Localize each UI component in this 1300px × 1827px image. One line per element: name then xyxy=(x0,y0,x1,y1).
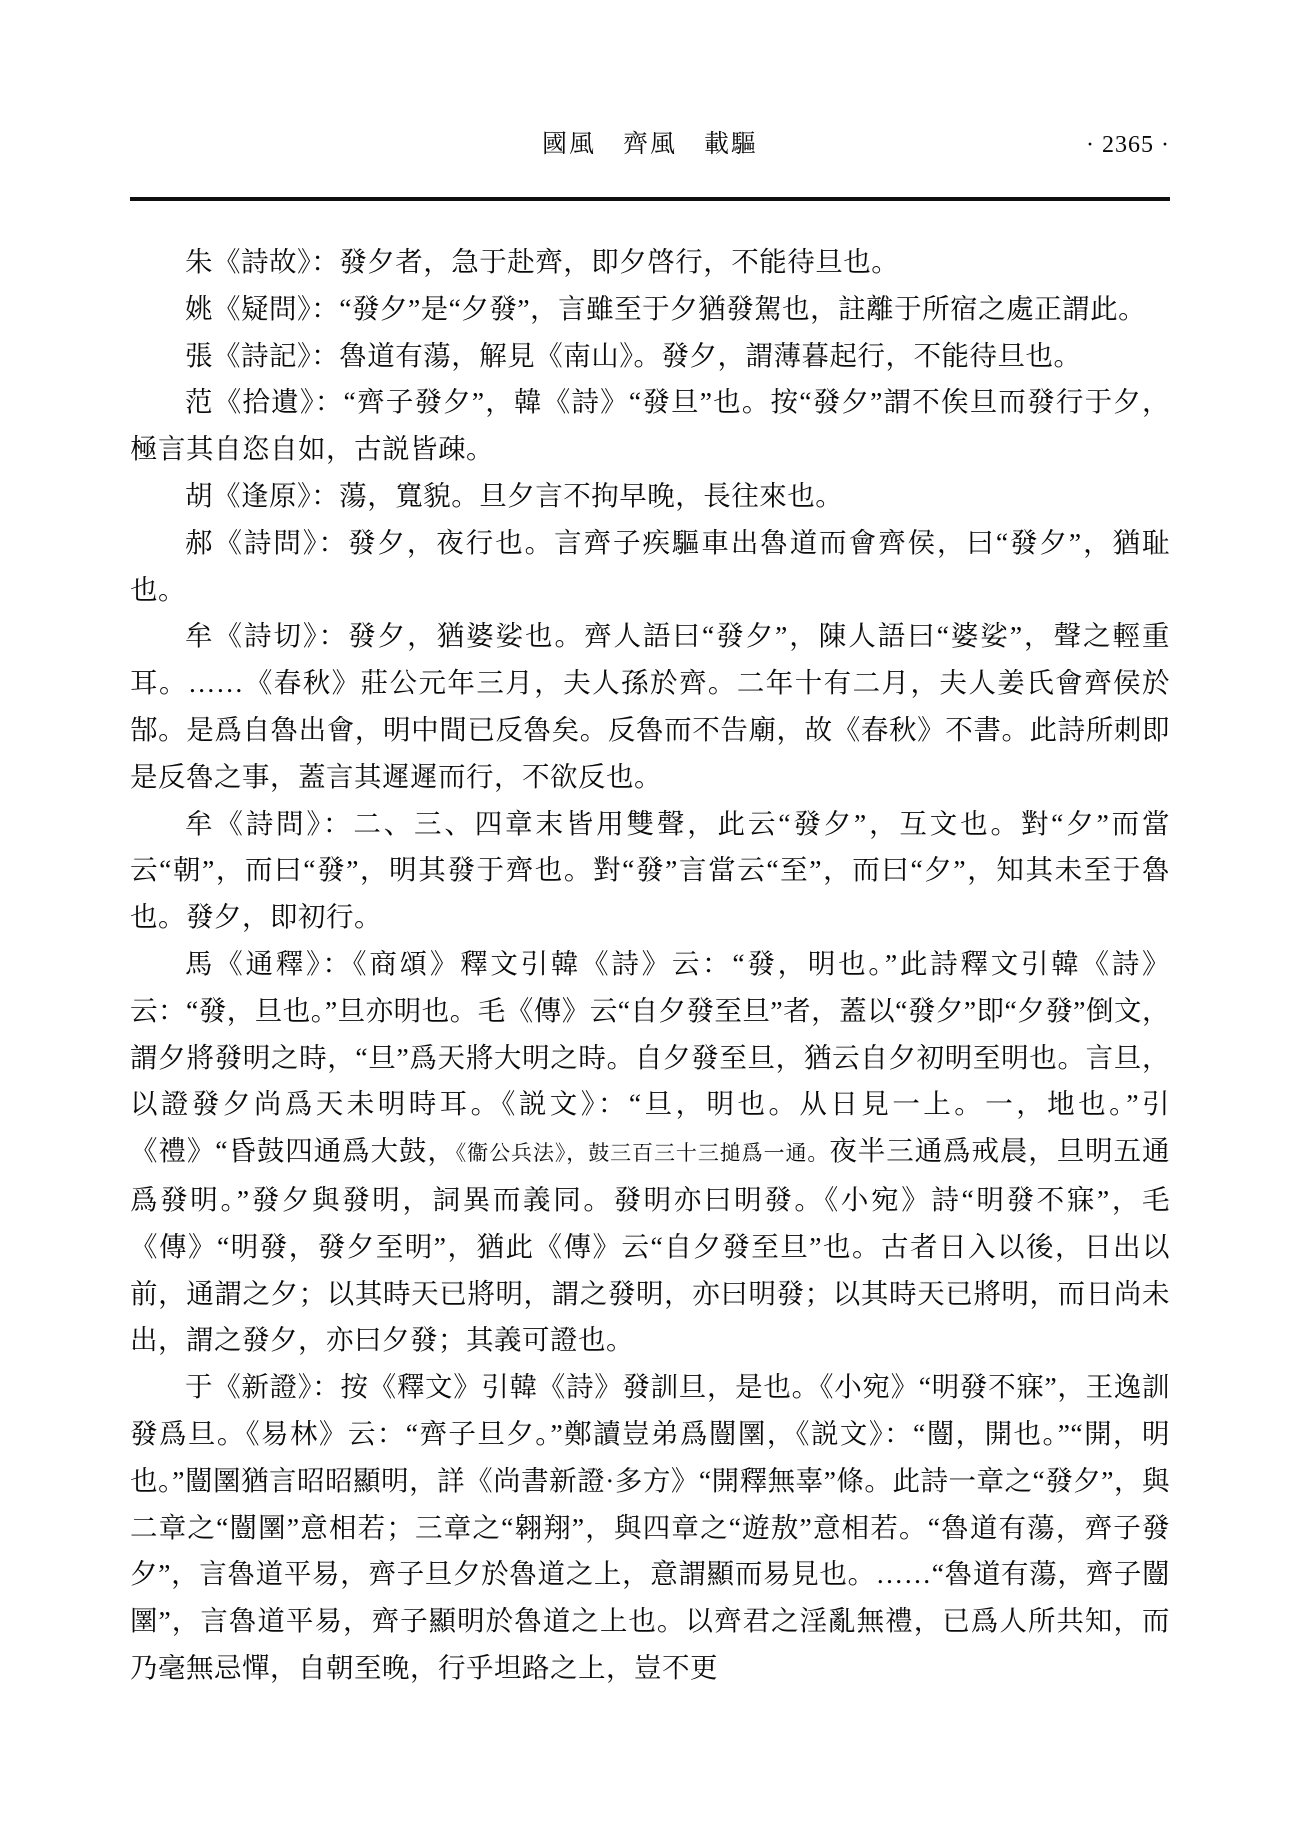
paragraph-ma-tongshi-main-2: 夜半三通爲戒晨，旦明五通爲發明。”發夕與發明，詞異而義同。發明亦曰明發。《小宛》詩“明發不寐”，毛《傳》“明發，發夕至明”，猶此《傳》云“自夕發至旦”也。古者日入以後，日出以前，通謂之夕；以其時天已將明，謂之發明，亦曰明發；以其時天已將明，而日尚未出，謂之發夕，亦曰夕發；其義可證也。 xyxy=(130,1135,1170,1356)
paragraph-yu-xinzheng: 于《新證》：按《釋文》引韓《詩》發訓旦，是也。《小宛》“明發不寐”，王逸訓發爲旦。《易林》云：“齊子旦夕。”鄭讀豈弟爲闓圛，《説文》：“闓，開也。”“開，明也。”闓圛猶言昭昭顯明，詳《尚書新證·多方》“開釋無辜”條。此詩一章之“發夕”，與二章之“闓圛”意相若；三章之“翱翔”，與四章之“遊敖”意相若。“魯道有蕩，齊子發夕”，言魯道平易，齊子旦夕於魯道之上，意謂顯而易見也。……“魯道有蕩，齊子闓圛”，言魯道平易，齊子顯明於魯道之上也。以齊君之淫亂無禮，已爲人所共知，而乃毫無忌憚，自朝至晚，行乎坦路之上，豈不更 xyxy=(130,1371,1170,1683)
paragraph-zhu-shigu: 朱《詩故》：發夕者，急于赴齊，即夕啓行，不能待旦也。 xyxy=(185,246,900,277)
paragraph-ma-tongshi xyxy=(130,941,1170,1364)
section-title: 國風 齊風 載驅 xyxy=(541,131,758,158)
paragraph-ma-tongshi-main-1: 馬《通釋》：《商頌》釋文引韓《詩》云：“發，明也。”此詩釋文引韓《詩》云：“發，旦也。”旦亦明也。毛《傳》云“自夕發至旦”者，蓋以“發夕”即“夕發”倒文，謂夕將發明之時，“旦”爲天將大明之時。自夕發至旦，猶云自夕初明至明也。言旦，以證發夕尚爲天未明時耳。《説文》：“旦，明也。从日見一上。一，地也。”引《禮》“昏鼓四通爲大鼓， xyxy=(130,947,1170,1167)
paragraph-mou-shiqie: 牟《詩切》：發夕，猶婆娑也。齊人語曰“發夕”，陳人語曰“婆娑”，聲之輕重耳。……《春秋》莊公元年三月，夫人孫於齊。二年十有二月，夫人姜氏會齊侯於郜。是爲自魯出會，明中間已反魯矣。反魯而不告廟，故《春秋》不書。此詩所刺即是反魯之事，蓋言其遲遲而行，不欲反也。 xyxy=(130,620,1170,792)
inline-annotation-small-text: 《衞公兵法》，鼓三百三十三搥爲一通。 xyxy=(455,1141,830,1166)
paragraph-mou-shiwen: 牟《詩問》：二、三、四章末皆用雙聲，此云“發夕”，互文也。對“夕”而當云“朝”，而曰“發”，明其發于齊也。對“發”言當云“至”，而曰“夕”，知其未至于魯也。發夕，即初行。 xyxy=(130,807,1170,933)
paragraph-yao-yiwen: 姚《疑問》：“發夕”是“夕發”，言雖至于夕猶發駕也，註離于所宿之處正謂此。 xyxy=(185,292,1147,324)
commentary-text xyxy=(130,239,1170,1692)
paragraph-hao-shiwen: 郝《詩問》：發夕，夜行也。言齊子疾驅車出魯道而會齊侯，曰“發夕”，猶耻也。 xyxy=(130,526,1170,605)
running-header xyxy=(130,0,1170,166)
paragraph-hu-fengyuan: 胡《逢原》：蕩，寬貌。旦夕言不拘早晚，長往來也。 xyxy=(185,479,844,511)
paragraph-fan-shiyi: 范《拾遺》：“齊子發夕”，韓《詩》“發旦”也。按“發夕”謂不俟旦而發行于夕，極言其自恣自如，古説皆疎。 xyxy=(130,386,1170,465)
page-number: · 2365 · xyxy=(1086,132,1170,158)
header-rule xyxy=(130,197,1170,201)
paragraph-zhang-shiji: 張《詩記》：魯道有蕩，解見《南山》。發夕，謂薄暮起行，不能待旦也。 xyxy=(185,339,1082,371)
